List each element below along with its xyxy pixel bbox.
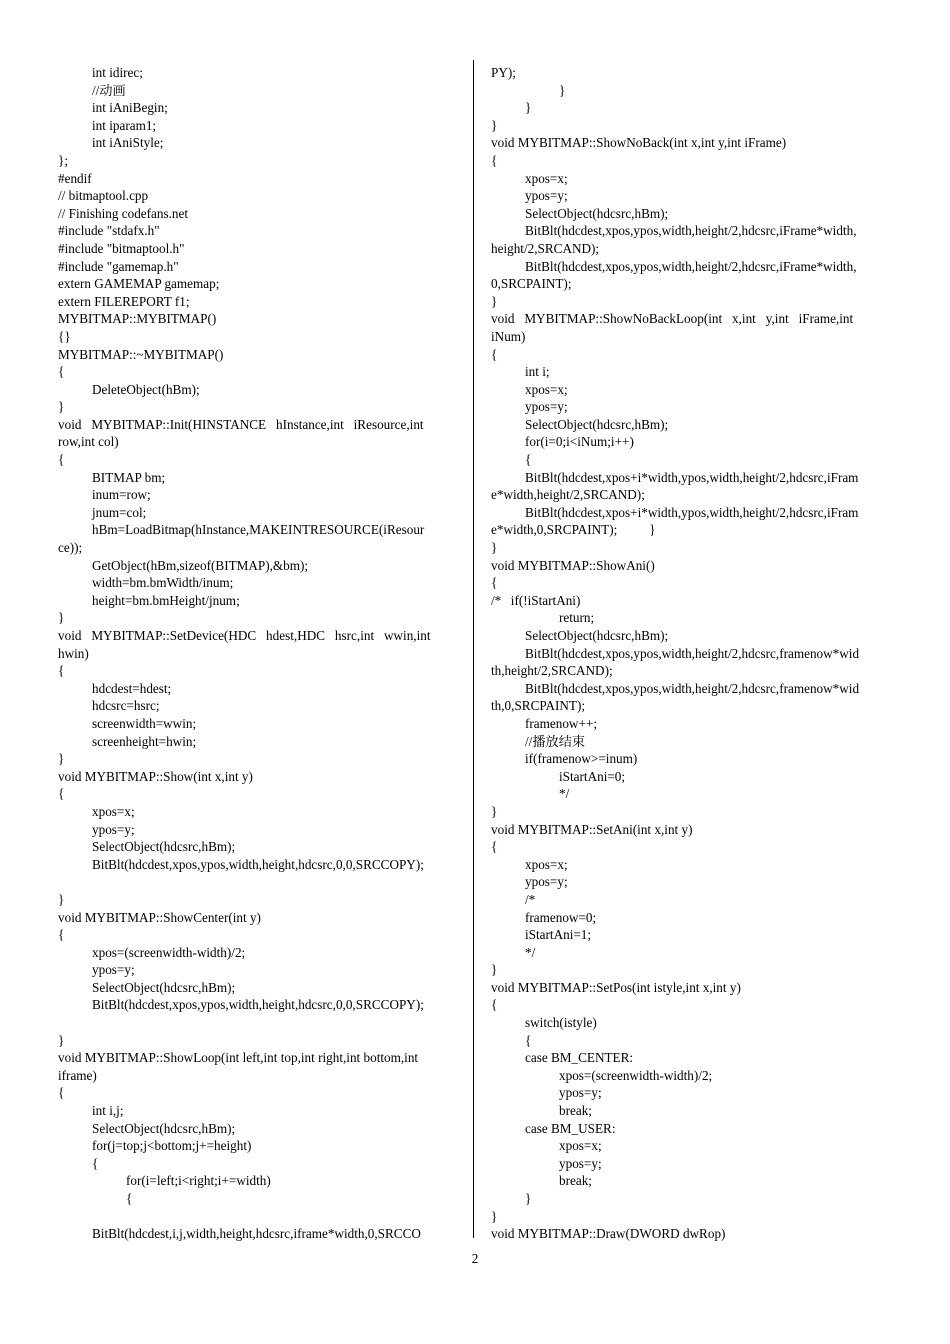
- code-line: [491, 170, 887, 188]
- code-line: void MYBITMAP::ShowNoBackLoop(int x,int y,int iFrame,int: [491, 311, 854, 327]
- code-line: [491, 680, 887, 698]
- code-line: [491, 1032, 887, 1050]
- code-line: [58, 504, 458, 522]
- code-line: [58, 117, 458, 135]
- code-line: [491, 856, 887, 874]
- code-line: [491, 381, 887, 399]
- code-line: {: [58, 663, 65, 679]
- code-text: for(i=left;i<right;i+=width): [126, 1173, 271, 1189]
- code-line: }: [491, 293, 498, 309]
- code-text: int iparam1;: [92, 117, 157, 133]
- code-text: BitBlt(hdcdest,xpos,ypos,width,height/2,hdcsrc,framenow*wid: [525, 645, 860, 661]
- code-line: [58, 856, 458, 874]
- code-line: [491, 873, 887, 891]
- code-text: screenheight=hwin;: [92, 733, 197, 749]
- code-line: [58, 1172, 458, 1190]
- code-text: framenow++;: [525, 715, 597, 731]
- code-line: };: [58, 152, 68, 168]
- code-line: void MYBITMAP::ShowCenter(int y): [58, 909, 261, 925]
- code-text: }: [525, 1191, 532, 1206]
- code-line: e*width,height/2,SRCAND);: [491, 487, 645, 503]
- code-text: ypos=y;: [92, 821, 135, 837]
- code-line: [491, 609, 887, 627]
- code-line: [491, 768, 887, 786]
- code-line: [491, 451, 887, 469]
- code-line: [491, 433, 887, 451]
- code-line: // bitmaptool.cpp: [58, 188, 149, 204]
- code-line: void MYBITMAP::Draw(DWORD dwRop): [491, 1226, 726, 1242]
- code-line: [58, 99, 458, 117]
- code-text: ypos=y;: [525, 399, 568, 415]
- code-line: [58, 733, 458, 751]
- code-line: [58, 944, 458, 962]
- code-line: }: [491, 962, 498, 978]
- code-text: xpos=x;: [525, 381, 568, 397]
- code-text: case BM_USER:: [525, 1120, 616, 1136]
- code-line: }: [491, 1208, 498, 1224]
- code-line: [491, 504, 887, 522]
- code-line: [491, 909, 887, 927]
- code-line: }: [491, 540, 498, 556]
- code-line: MYBITMAP::MYBITMAP(): [58, 311, 217, 327]
- code-line: iNum): [491, 328, 526, 344]
- code-line: [491, 99, 887, 117]
- code-text: /*: [525, 891, 536, 907]
- code-line: [58, 1014, 458, 1032]
- code-text: xpos=x;: [92, 803, 135, 819]
- code-text: xpos=x;: [525, 856, 568, 872]
- code-line: #include "stdafx.h": [58, 223, 160, 239]
- code-text: {: [126, 1191, 133, 1206]
- code-line: [491, 398, 887, 416]
- code-line: [58, 996, 458, 1014]
- code-line: [58, 469, 458, 487]
- code-line: [491, 1155, 887, 1173]
- code-line: }: [58, 751, 65, 767]
- code-line: {: [491, 839, 498, 855]
- code-line: [58, 1225, 458, 1243]
- code-line: /* if(!iStartAni): [491, 592, 581, 608]
- code-line: [58, 961, 458, 979]
- code-line: [491, 715, 887, 733]
- code-text: }: [525, 100, 532, 116]
- column-divider: [473, 60, 474, 1238]
- code-text: hdcsrc=hsrc;: [92, 698, 160, 714]
- code-line: PY);: [491, 65, 516, 80]
- code-line: [58, 486, 458, 504]
- code-text: int i,j;: [92, 1103, 124, 1119]
- code-line: {: [58, 786, 65, 802]
- code-text: hBm=LoadBitmap(hInstance,MAKEINTRESOURCE(iResour: [92, 522, 425, 538]
- code-line: [58, 574, 458, 592]
- code-text: GetObject(hBm,sizeof(BITMAP),&bm);: [92, 557, 309, 573]
- code-text: BitBlt(hdcdest,xpos,ypos,width,height/2,hdcsrc,iFrame*width,: [525, 258, 857, 274]
- code-line: void MYBITMAP::Init(HINSTANCE hInstance,int iResource,int: [58, 416, 424, 432]
- code-text: framenow=0;: [525, 909, 597, 925]
- code-line: [491, 187, 887, 205]
- code-text: int iAniStyle;: [92, 135, 164, 151]
- code-line: [491, 258, 887, 276]
- code-line: [58, 1120, 458, 1138]
- code-line: void MYBITMAP::Show(int x,int y): [58, 768, 253, 784]
- code-text: xpos=(screenwidth-width)/2;: [92, 944, 246, 960]
- code-line: [491, 891, 887, 909]
- code-line: }: [58, 399, 65, 415]
- code-line: [491, 469, 887, 487]
- code-line: [491, 785, 887, 803]
- code-text: */: [525, 944, 536, 960]
- code-line: {}: [58, 328, 71, 344]
- code-line: [58, 1102, 458, 1120]
- code-text: ypos=y;: [525, 188, 568, 204]
- code-line: {: [58, 1085, 65, 1101]
- left-code-column: [58, 64, 458, 1243]
- code-line: height/2,SRCAND);: [491, 240, 600, 256]
- code-line: [58, 82, 458, 100]
- code-line: {: [491, 346, 498, 362]
- code-line: [491, 363, 887, 381]
- code-text: break;: [559, 1173, 592, 1189]
- code-text: {: [525, 452, 532, 468]
- code-text: BitBlt(hdcdest,xpos,ypos,width,height/2,hdcsrc,iFrame*width,: [525, 223, 857, 239]
- code-line: // Finishing codefans.net: [58, 205, 189, 221]
- code-line: [58, 697, 458, 715]
- code-line: [491, 645, 887, 663]
- code-line: [58, 979, 458, 997]
- code-line: hwin): [58, 645, 89, 661]
- code-line: [491, 82, 887, 100]
- code-text: {: [525, 1032, 532, 1048]
- code-text: int idirec;: [92, 65, 143, 80]
- code-line: }: [58, 1032, 65, 1048]
- code-line: [491, 1049, 887, 1067]
- code-line: {: [491, 575, 498, 591]
- code-text: jnum=col;: [92, 504, 147, 520]
- page-number: 2: [471, 1251, 479, 1266]
- code-text: case BM_CENTER:: [525, 1050, 634, 1066]
- code-text: ypos=y;: [92, 962, 135, 978]
- code-line: row,int col): [58, 434, 119, 450]
- code-line: {: [58, 364, 65, 380]
- code-line: #include "gamemap.h": [58, 258, 179, 274]
- code-line: [491, 1137, 887, 1155]
- code-text: BitBlt(hdcdest,xpos,ypos,width,height/2,hdcsrc,framenow*wid: [525, 680, 860, 696]
- code-text: //播放结束: [525, 733, 586, 749]
- code-line: 0,SRCPAINT);: [491, 276, 572, 292]
- code-line: [58, 134, 458, 152]
- code-line: th,0,SRCPAINT);: [491, 698, 586, 714]
- code-text: screenwidth=wwin;: [92, 715, 197, 731]
- code-line: {: [491, 997, 498, 1013]
- code-line: e*width,0,SRCPAINT); }: [491, 522, 656, 538]
- code-line: [491, 1102, 887, 1120]
- code-line: th,height/2,SRCAND);: [491, 663, 613, 679]
- code-text: width=bm.bmWidth/inum;: [92, 575, 234, 591]
- code-line: }: [58, 891, 65, 907]
- code-text: ypos=y;: [525, 874, 568, 890]
- code-line: MYBITMAP::~MYBITMAP(): [58, 346, 224, 362]
- code-line: [491, 944, 887, 962]
- code-text: BitBlt(hdcdest,xpos+i*width,ypos,width,height/2,hdcsrc,iFram: [525, 469, 859, 485]
- code-line: [491, 1084, 887, 1102]
- code-line: [58, 803, 458, 821]
- code-text: BitBlt(hdcdest,xpos+i*width,ypos,width,height/2,hdcsrc,iFram: [525, 504, 859, 520]
- code-line: #include "bitmaptool.h": [58, 240, 185, 256]
- code-line: }: [58, 610, 65, 626]
- code-line: }: [491, 117, 498, 133]
- code-line: [58, 381, 458, 399]
- code-line: [58, 1208, 458, 1226]
- code-line: [58, 838, 458, 856]
- code-line: [58, 873, 458, 891]
- code-line: {: [58, 452, 65, 468]
- code-line: [491, 1014, 887, 1032]
- code-text: }: [559, 82, 566, 98]
- code-line: [58, 1137, 458, 1155]
- code-text: height=bm.bmHeight/jnum;: [92, 592, 240, 608]
- code-line: }: [491, 803, 498, 819]
- code-text: xpos=(screenwidth-width)/2;: [559, 1067, 713, 1083]
- code-text: DeleteObject(hBm);: [92, 381, 200, 397]
- code-line: [491, 627, 887, 645]
- code-text: iStartAni=0;: [559, 768, 626, 784]
- code-line: [58, 680, 458, 698]
- code-line: iframe): [58, 1067, 97, 1083]
- code-line: void MYBITMAP::ShowAni(): [491, 557, 655, 573]
- code-text: if(framenow>=inum): [525, 751, 638, 767]
- code-line: {: [58, 927, 65, 943]
- code-text: ypos=y;: [559, 1155, 602, 1171]
- code-text: xpos=x;: [525, 170, 568, 186]
- code-text: */: [559, 786, 570, 802]
- code-text: SelectObject(hdcsrc,hBm);: [92, 979, 236, 995]
- code-line: [491, 1190, 887, 1208]
- code-text: int iAniBegin;: [92, 100, 168, 116]
- code-text: iStartAni=1;: [525, 927, 592, 943]
- code-line: #endif: [58, 170, 92, 186]
- code-line: [491, 1172, 887, 1190]
- code-text: BitBlt(hdcdest,i,j,width,height,hdcsrc,iframe*width,0,SRCCO: [92, 1226, 421, 1242]
- code-text: int i;: [525, 364, 550, 380]
- code-line: void MYBITMAP::ShowNoBack(int x,int y,int iFrame): [491, 135, 787, 151]
- code-line: [491, 205, 887, 223]
- code-text: //动画: [92, 82, 126, 98]
- code-line: [58, 821, 458, 839]
- code-line: [491, 733, 887, 751]
- code-text: SelectObject(hdcsrc,hBm);: [525, 628, 669, 643]
- code-line: extern GAMEMAP gamemap;: [58, 276, 220, 292]
- code-line: [491, 1120, 887, 1138]
- code-line: [491, 1067, 887, 1085]
- code-line: [58, 64, 458, 82]
- code-text: BITMAP bm;: [92, 469, 166, 485]
- code-line: [58, 1155, 458, 1173]
- code-text: hdcdest=hdest;: [92, 680, 172, 696]
- code-line: void MYBITMAP::ShowLoop(int left,int top,int right,int bottom,int: [58, 1050, 419, 1066]
- code-text: SelectObject(hdcsrc,hBm);: [92, 839, 236, 855]
- code-text: break;: [559, 1103, 592, 1119]
- code-line: void MYBITMAP::SetAni(int x,int y): [491, 821, 693, 837]
- code-text: for(j=top;j<bottom;j+=height): [92, 1138, 252, 1154]
- code-line: [58, 557, 458, 575]
- code-line: [491, 750, 887, 768]
- code-line: [58, 715, 458, 733]
- code-line: [491, 926, 887, 944]
- code-text: switch(istyle): [525, 1015, 597, 1031]
- code-line: [491, 222, 887, 240]
- code-line: [58, 1190, 458, 1208]
- code-line: extern FILEREPORT f1;: [58, 293, 190, 309]
- right-code-column: [491, 64, 887, 1243]
- code-line: {: [491, 152, 498, 168]
- code-text: return;: [559, 610, 595, 626]
- code-text: BitBlt(hdcdest,xpos,ypos,width,height,hdcsrc,0,0,SRCCOPY);: [92, 856, 424, 872]
- code-text: {: [92, 1155, 99, 1171]
- code-line: [58, 592, 458, 610]
- code-text: inum=row;: [92, 487, 151, 503]
- code-text: ypos=y;: [559, 1085, 602, 1101]
- code-line: void MYBITMAP::SetDevice(HDC hdest,HDC hsrc,int wwin,int: [58, 628, 431, 643]
- code-line: [58, 521, 458, 539]
- code-text: SelectObject(hdcsrc,hBm);: [92, 1120, 236, 1136]
- code-line: void MYBITMAP::SetPos(int istyle,int x,int y): [491, 979, 741, 995]
- code-text: xpos=x;: [559, 1138, 602, 1154]
- code-text: SelectObject(hdcsrc,hBm);: [525, 416, 669, 432]
- code-text: BitBlt(hdcdest,xpos,ypos,width,height,hdcsrc,0,0,SRCCOPY);: [92, 997, 424, 1013]
- code-text: SelectObject(hdcsrc,hBm);: [525, 205, 669, 221]
- code-line: [491, 416, 887, 434]
- code-line: ce));: [58, 540, 83, 556]
- code-text: for(i=0;i<iNum;i++): [525, 434, 634, 450]
